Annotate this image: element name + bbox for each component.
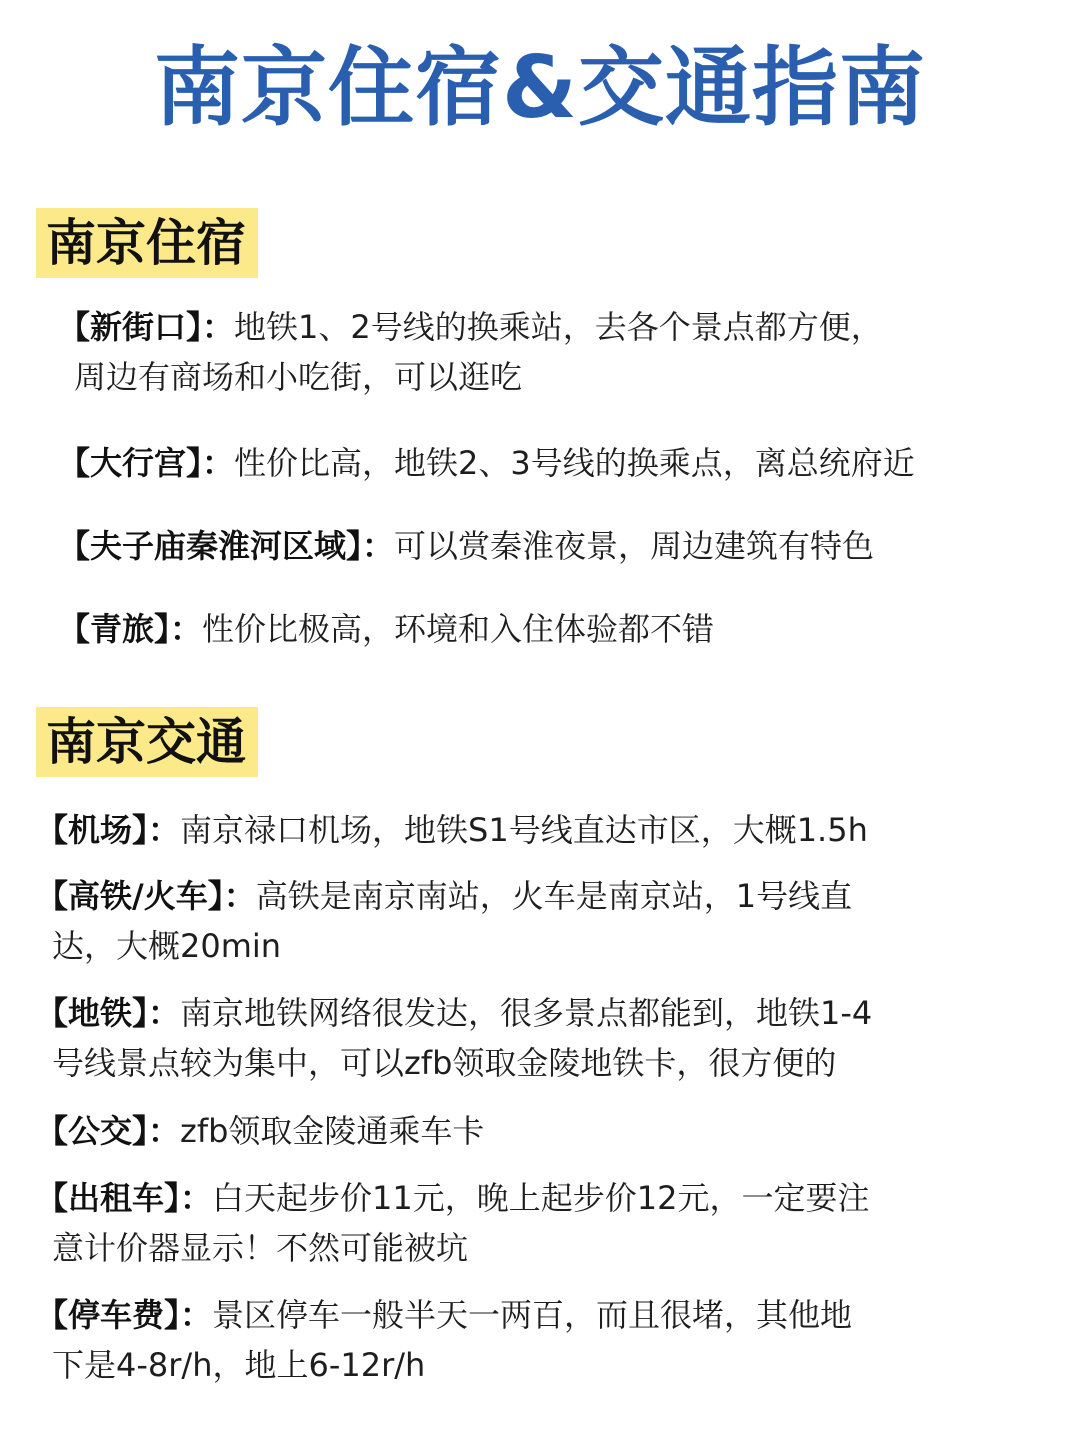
item-text: 南京禄口机场，地铁S1号线直达市区，大概1.5h: [180, 811, 868, 849]
item-key: 【出租车】：: [36, 1179, 213, 1217]
page-title: 南京住宿&交通指南: [154, 38, 926, 138]
transport-item-metro: [36, 988, 996, 1088]
item-key: 【大行宫】：: [58, 444, 235, 482]
item-text: 高铁是南京南站，火车是南京站，1号线直: [255, 877, 853, 915]
item-text-continued: 达，大概20min: [52, 927, 282, 965]
section-heading-transport: 南京交通: [36, 707, 258, 777]
transport-item-parking: [36, 1290, 996, 1390]
item-text: 可以赏秦淮夜景，周边建筑有特色: [394, 527, 875, 565]
lodging-item-fuzimiao: [58, 521, 1048, 571]
transport-item-train: [36, 871, 996, 971]
item-key: 【高铁/火车】：: [36, 877, 256, 915]
item-key: 【夫子庙秦淮河区域】：: [58, 527, 395, 565]
item-key: 【地铁】：: [36, 994, 181, 1032]
lodging-item-hostel: [58, 604, 1048, 654]
item-text: zfb领取金陵通乘车卡: [180, 1112, 485, 1150]
item-text-continued: 意计价器显示！不然可能被坑: [52, 1229, 469, 1267]
item-key: 【新街口】：: [58, 308, 235, 346]
item-key: 【停车费】：: [36, 1296, 213, 1334]
lodging-item-daxinggong: [58, 438, 1048, 488]
item-text: 南京地铁网络很发达，很多景点都能到，地铁1-4: [180, 994, 873, 1032]
lodging-item-xinjiekou: [58, 302, 1048, 402]
item-text: 性价比高，地铁2、3号线的换乘点，离总统府近: [234, 444, 915, 482]
item-text-continued: 下是4-8r/h，地上6-12r/h: [52, 1346, 426, 1384]
item-key: 【机场】：: [36, 811, 181, 849]
item-text: 地铁1、2号线的换乘站，去各个景点都方便，: [234, 308, 883, 346]
item-key: 【青旅】：: [58, 610, 203, 648]
item-text: 性价比极高，环境和入住体验都不错: [202, 610, 715, 648]
transport-item-airport: [36, 805, 996, 855]
transport-item-taxi: [36, 1173, 996, 1273]
transport-item-bus: [36, 1106, 996, 1156]
item-text: 白天起步价11元，晚上起步价12元，一定要注: [212, 1179, 870, 1217]
item-text: 景区停车一般半天一两百，而且很堵，其他地: [212, 1296, 853, 1334]
item-key: 【公交】：: [36, 1112, 181, 1150]
item-text-continued: 周边有商场和小吃街，可以逛吃: [74, 358, 523, 396]
item-text-continued: 号线景点较为集中，可以zfb领取金陵地铁卡，很方便的: [52, 1044, 837, 1082]
section-heading-lodging: 南京住宿: [36, 208, 258, 278]
